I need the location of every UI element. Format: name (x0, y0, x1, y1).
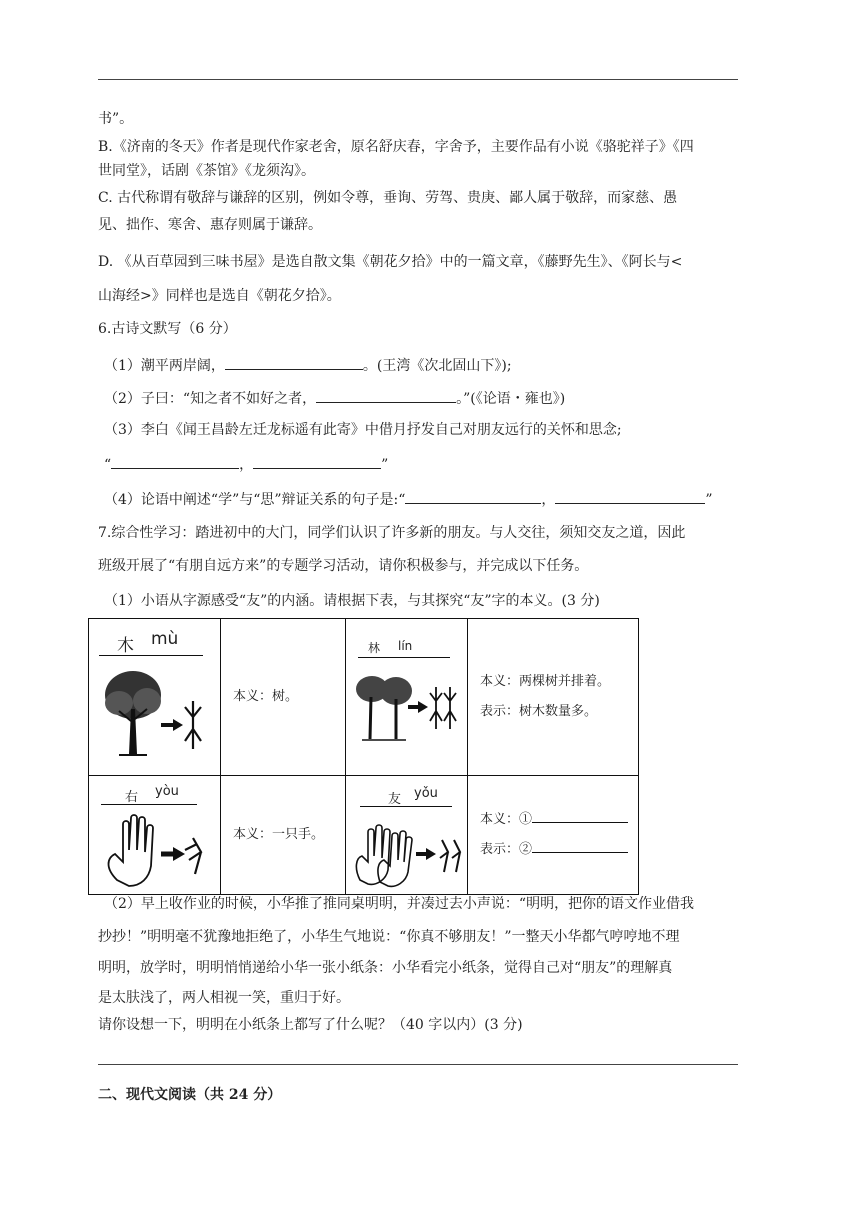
heading-underline (101, 804, 197, 805)
answer-blank[interactable] (253, 456, 381, 469)
text-line: 书”。 (98, 111, 134, 127)
pinyin-lin: lín (398, 639, 413, 653)
section-2-heading: 二、现代文阅读（共 24 分） (98, 1087, 282, 1103)
table-row (89, 619, 639, 776)
lin-meaning: 本义：两棵树并排着。 (480, 674, 611, 689)
you-right-meaning-cell (221, 776, 346, 895)
pinyin-mu: mù (151, 629, 179, 649)
heading-underline (358, 657, 450, 658)
heading-underline (360, 806, 452, 807)
char-lin: 林 (368, 641, 381, 655)
mu-image-cell (89, 619, 221, 776)
option-b-line1: B.《济南的冬天》作者是现代作家老舍，原名舒庆春，字舍予，主要作品有小说《骆驼祥子》《四 (98, 139, 694, 155)
option-c-line2: 见、拙作、寒舍、惠存则属于谦辞。 (98, 217, 322, 233)
q6-item4-text: （4）论语中阐述“学”与“思”辩证关系的句子是:“ (104, 492, 406, 508)
q6-item1-text: （1）潮平两岸阔， (104, 358, 225, 374)
q6-item3: （3）李白《闻王昌龄左迁龙标遥有此寄》中借月抒发自己对朋友远行的关怀和思念; (104, 422, 622, 438)
heading-underline (99, 655, 203, 656)
q7-2-line2: 抄抄！”明明毫不犹豫地拒绝了，小华生气地说：“你真不够朋友！”一整天小华都气哼哼地不理 (98, 929, 680, 945)
option-d-line1: D. 《从百草园到三味书屋》是选自散文集《朝花夕拾》中的一篇文章，《藤野先生》、《阿长与< (98, 254, 683, 270)
comma: ， (239, 457, 254, 473)
option-d-line2: 山海经>》同样也是选自《朝花夕拾》。 (98, 288, 341, 304)
question-7-1: （1）小语从字源感受“友”的内涵。请根据下表，与其探究“友”字的本义。(3 分) (104, 593, 600, 609)
you-right-meaning: 本义：一只手。 (233, 827, 325, 842)
answer-blank[interactable] (316, 390, 456, 403)
q6-item4 (104, 491, 713, 507)
lin-image-cell (346, 619, 468, 776)
q6-item1-source: 。(王湾《次北固山下》); (362, 358, 512, 374)
q6-item3-answer (104, 456, 388, 472)
question-6-title: 6.古诗文默写（6 分） (98, 321, 237, 337)
q6-item1 (104, 357, 512, 373)
close-quote: ” (705, 492, 713, 508)
q7-2-line1: （2）早上收作业的时候，小华推了推同桌明明，并凑过去小声说：“明明，把你的语文作业借我 (104, 896, 695, 912)
tree-illustration-icon (89, 659, 221, 769)
you-friend-meaning-label: 本义：① (480, 812, 533, 827)
close-quote: ” (381, 457, 389, 473)
lin-extended-meaning: 表示：树木数量多。 (480, 704, 598, 719)
option-c-line1: C. 古代称谓有敬辞与谦辞的区别，例如令尊，垂询、劳驾、贵庚、鄙人属于敬辞，而家慈、愚 (98, 190, 678, 206)
lin-meaning-cell (468, 619, 639, 776)
character-origin-table (88, 618, 639, 895)
option-b-line2: 世同堂》，话剧《茶馆》《龙须沟》。 (98, 163, 315, 179)
q6-item2-source: 。”(《论语・雍也》) (456, 391, 566, 407)
forest-illustration-icon (346, 667, 468, 767)
you-friend-meaning-row (480, 805, 638, 835)
answer-blank[interactable] (405, 491, 541, 504)
answer-blank[interactable] (225, 357, 363, 370)
mu-meaning-cell (221, 619, 346, 776)
q6-item2 (104, 390, 565, 406)
q7-2-line4: 是太肤浅了，两人相视一笑，重归于好。 (98, 990, 350, 1006)
comma: ， (541, 492, 556, 508)
char-mu: 木 (117, 636, 134, 656)
answer-blank[interactable] (555, 491, 705, 504)
you-friend-image-cell (346, 776, 468, 895)
answer-blank[interactable] (532, 840, 628, 853)
pinyin-you-friend: yǒu (414, 786, 438, 801)
pinyin-you-right: yòu (155, 784, 179, 799)
char-you-right: 右 (125, 790, 139, 805)
question-7-line1: 7.综合性学习：踏进初中的大门，同学们认识了许多新的朋友。与人交往，须知交友之道，因此 (98, 525, 686, 541)
q6-item2-text: （2）子曰：“知之者不如好之者， (104, 391, 317, 407)
you-friend-extended-row (480, 835, 638, 865)
question-7-line2: 班级开展了“有朋自远方来”的专题学习活动，请你积极参与，并完成以下任务。 (98, 558, 589, 574)
hand-illustration-icon (89, 808, 221, 892)
char-you-friend: 友 (388, 792, 402, 807)
you-right-image-cell (89, 776, 221, 895)
you-friend-extended-label: 表示：② (480, 842, 533, 857)
you-friend-meaning-cell (468, 776, 639, 895)
top-rule (98, 79, 738, 80)
answer-blank[interactable] (111, 456, 239, 469)
mu-meaning: 本义：树。 (233, 689, 299, 704)
answer-rule (98, 1064, 738, 1065)
answer-blank[interactable] (532, 810, 628, 823)
open-quote: “ (104, 457, 112, 473)
q7-2-line3: 明明，放学时，明明悄悄递给小华一张小纸条：小华看完小纸条，觉得自己对“朋友”的理解真 (98, 960, 673, 976)
two-hands-illustration-icon (346, 810, 468, 892)
q7-2-prompt: 请你设想一下，明明在小纸条上都写了什么呢？（40 字以内）(3 分) (98, 1017, 523, 1033)
table-row (89, 776, 639, 895)
